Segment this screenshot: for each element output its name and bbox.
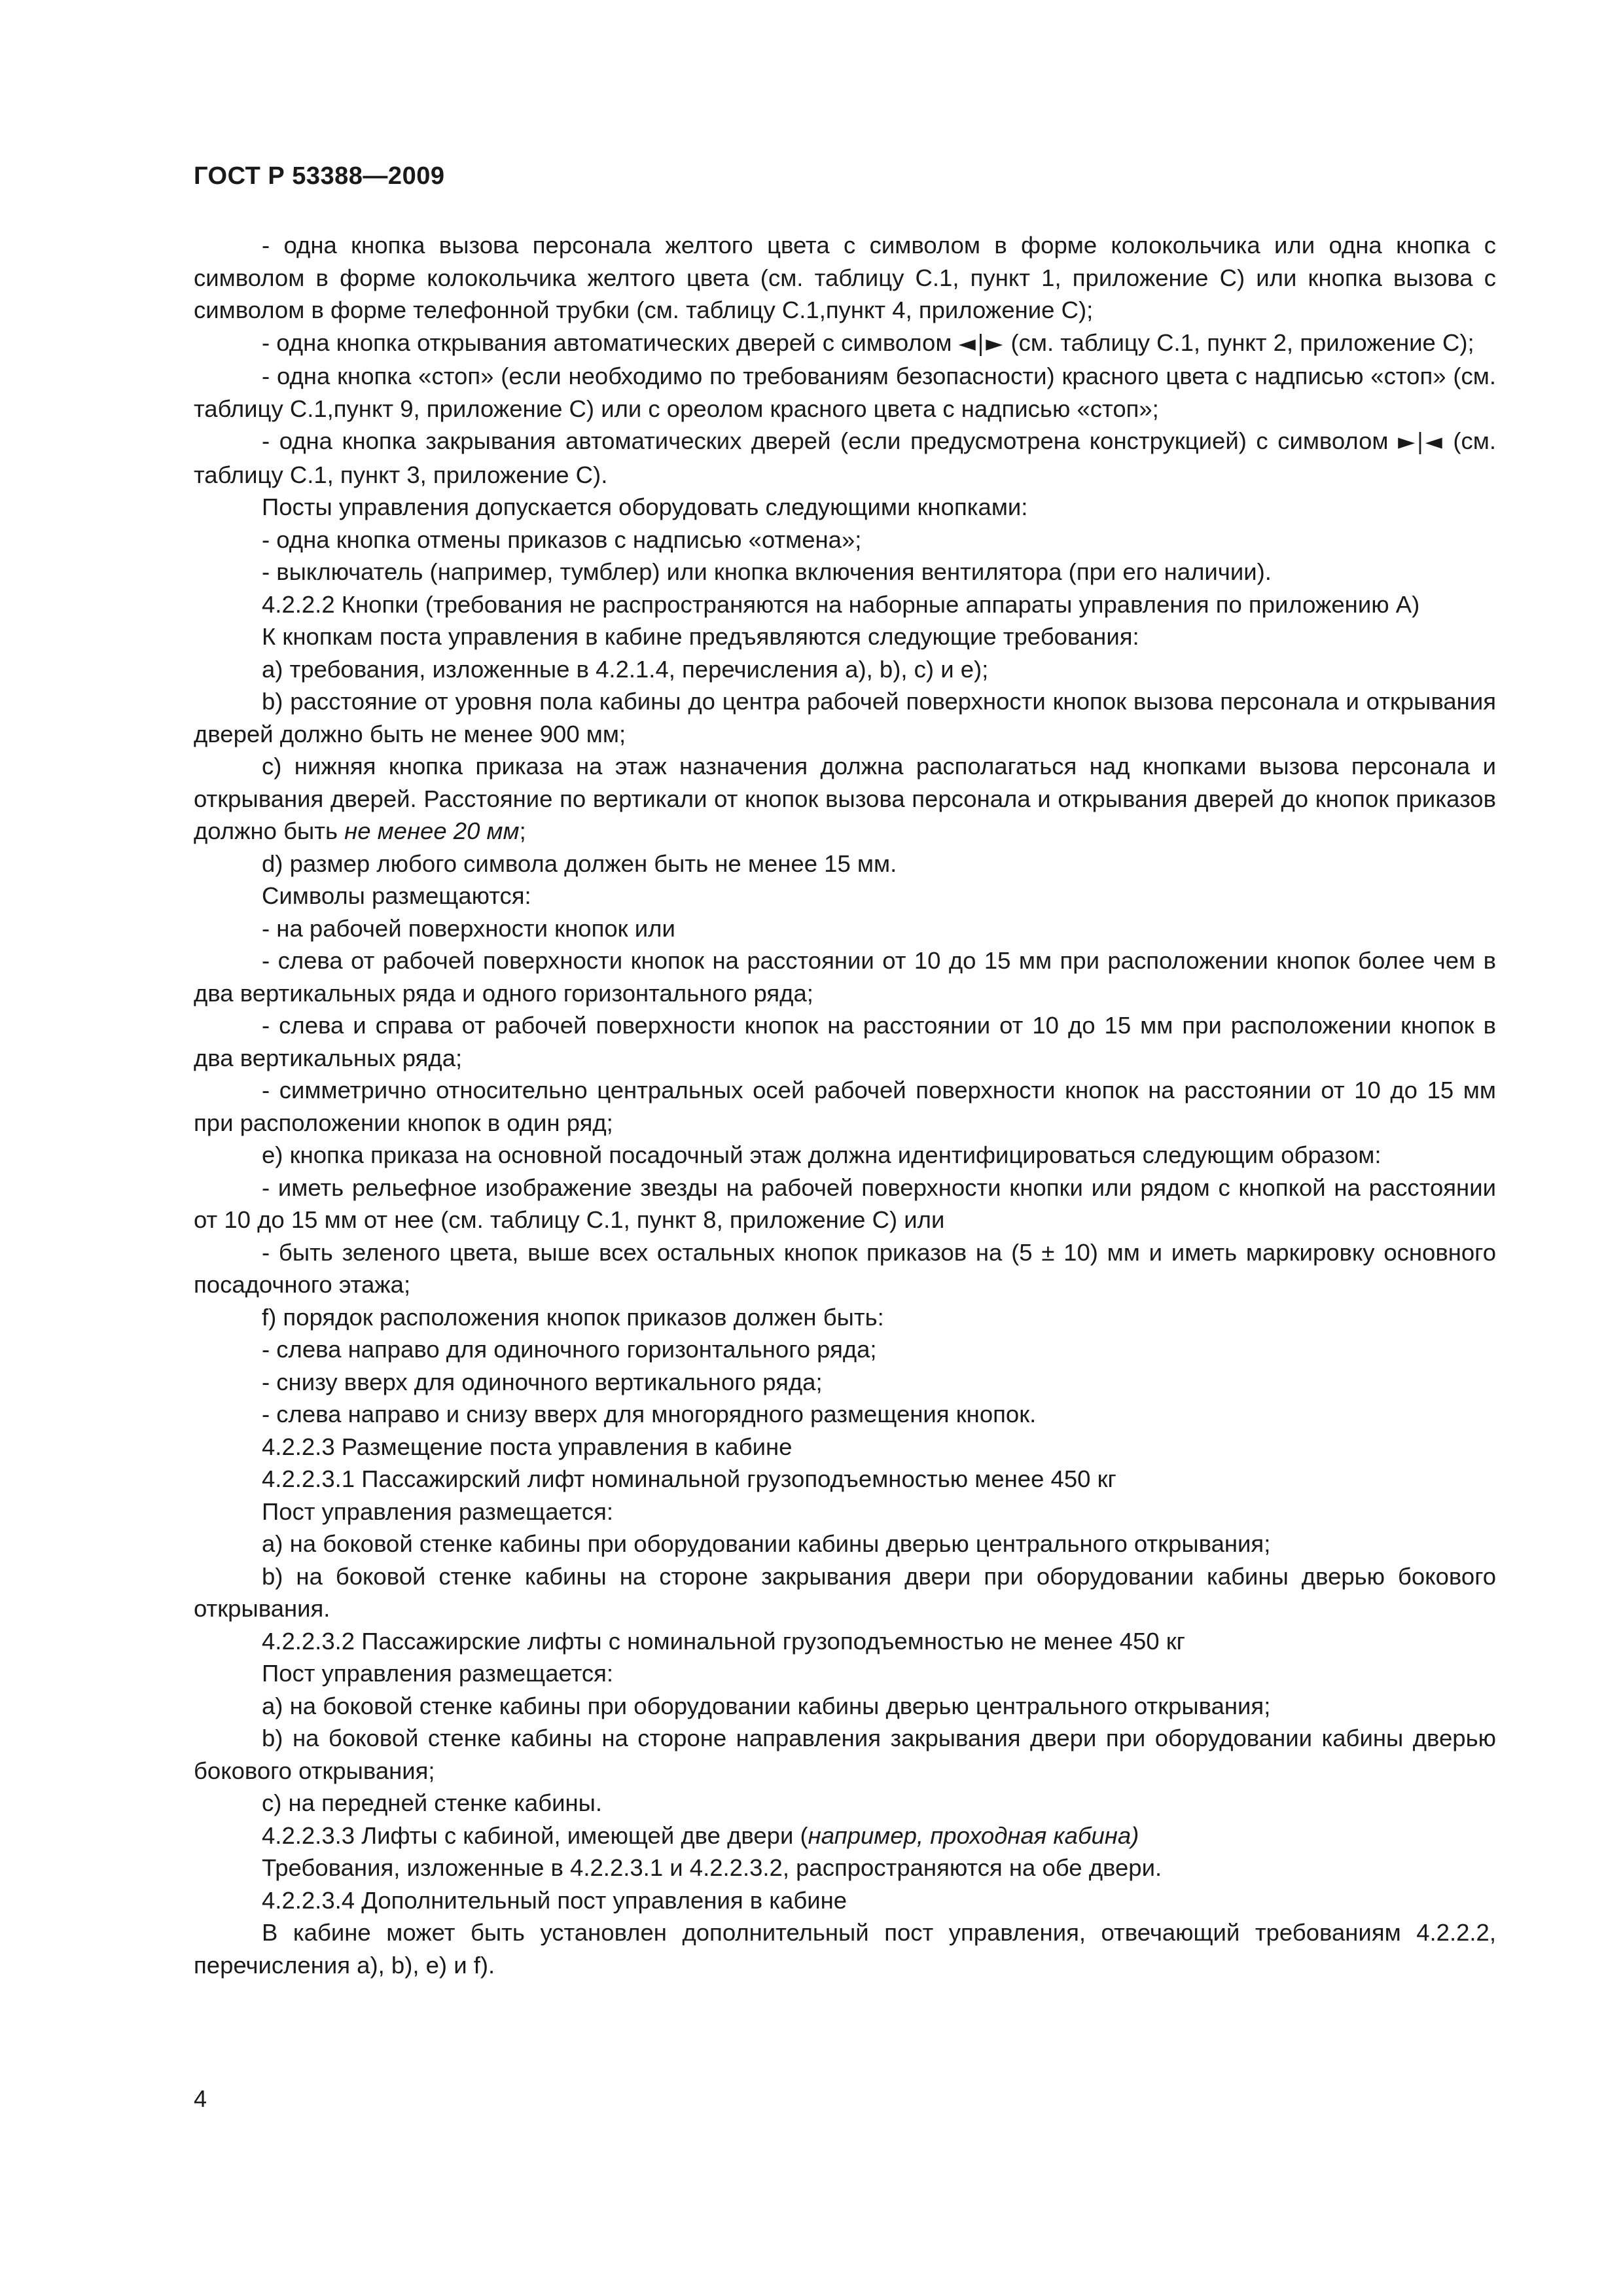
paragraph: К кнопкам поста управления в кабине предъявляются следующие требования: xyxy=(262,623,1139,650)
paragraph-text: 4.2.2.3.3 Лифты с кабиной, имеющей две двери ( xyxy=(262,1821,808,1849)
section-heading: 4.2.2.3.1 Пассажирский лифт номинальной грузоподъемностью менее 450 кг xyxy=(262,1465,1116,1492)
paragraph: - одна кнопка отмены приказов с надписью «отмена»; xyxy=(262,526,862,553)
list-item: f) порядок расположения кнопок приказов должен быть: xyxy=(262,1303,884,1331)
section-heading xyxy=(194,1820,1496,1852)
paragraph xyxy=(194,425,1496,491)
list-item: b) на боковой стенке кабины на стороне направления закрывания двери при оборудовании кабины дверью бокового открывания; xyxy=(194,1725,1496,1784)
paragraph: - одна кнопка «стоп» (если необходимо по требованиям безопасности) красного цвета с надписью «стоп» (см. таблицу С.1,пункт 9, приложение С) или с ореолом красного цвета с надписью «стоп»; xyxy=(194,363,1496,422)
paragraph: - одна кнопка вызова персонала желтого цвета с символом в форме колокольчика или одна кнопка с символом в форме колокольчика желтого цвета (см. таблицу С.1, пункт 1, приложение С) или кнопка вызова с символом в форме телефонной трубки (см. таблицу С.1,пункт 4, приложение С); xyxy=(194,232,1496,323)
paragraph: Пост управления размещается: xyxy=(262,1498,614,1525)
document-body xyxy=(194,229,1496,1981)
paragraph: В кабине может быть установлен дополнительный пост управления, отвечающий требованиям 4.2.2.2, перечисления а), b), е) и f). xyxy=(194,1919,1496,1979)
list-item: а) требования, изложенные в 4.2.1.4, перечисления а), b), с) и е); xyxy=(262,655,989,683)
list-item: - слева и справа от рабочей поверхности кнопок на расстоянии от 10 до 15 мм при расположении кнопок в два вертикальных ряда; xyxy=(194,1012,1496,1071)
emphasis-text: например, проходная кабина) xyxy=(808,1821,1139,1849)
list-item: - иметь рельефное изображение звезды на рабочей поверхности кнопки или рядом с кнопкой на расстоянии от 10 до 15 мм от нее (см. таблицу С.1, пункт 8, приложение С) или xyxy=(194,1174,1496,1233)
list-item: е) кнопка приказа на основной посадочный этаж должна идентифицироваться следующим образом: xyxy=(262,1141,1382,1168)
list-item: - быть зеленого цвета, выше всех остальных кнопок приказов на (5 ± 10) мм и иметь маркировку основного посадочного этажа; xyxy=(194,1238,1496,1298)
section-heading: 4.2.2.3.4 Дополнительный пост управления в кабине xyxy=(262,1886,847,1914)
list-item: - слева направо для одиночного горизонтального ряда; xyxy=(262,1336,877,1363)
section-heading: 4.2.2.2 Кнопки (требования не распространяются на наборные аппараты управления по приложению А) xyxy=(262,590,1420,618)
list-item: - слева направо и снизу вверх для многорядного размещения кнопок. xyxy=(262,1401,1037,1427)
paragraph xyxy=(194,327,1496,361)
paragraph-text: - одна кнопка открывания автоматических дверей с символом xyxy=(262,329,959,356)
list-item: с) на передней стенке кабины. xyxy=(262,1789,603,1816)
list-item: - слева от рабочей поверхности кнопок на расстоянии от 10 до 15 мм при расположении кнопок более чем в два вертикальных ряда и одного горизонтального ряда; xyxy=(194,947,1496,1007)
paragraph: - выключатель (например, тумблер) или кнопка включения вентилятора (при его наличии). xyxy=(262,558,1272,585)
open-doors-symbol-icon: ◄|► xyxy=(958,330,1005,357)
emphasis-text: не менее 20 мм xyxy=(344,817,520,844)
paragraph: Символы размещаются: xyxy=(262,882,531,909)
paragraph: Требования, изложенные в 4.2.2.3.1 и 4.2.2.3.2, распространяются на обе двери. xyxy=(262,1854,1162,1881)
section-heading: 4.2.2.3.2 Пассажирские лифты с номинальной грузоподъемностью не менее 450 кг xyxy=(262,1627,1185,1655)
document-header: ГОСТ Р 53388—2009 xyxy=(194,162,445,190)
list-item: а) на боковой стенке кабины при оборудовании кабины дверью центрального открывания; xyxy=(262,1692,1271,1719)
section-heading: 4.2.2.3 Размещение поста управления в кабине xyxy=(262,1433,793,1460)
paragraph-text: с) нижняя кнопка приказа на этаж назначения должна располагаться над кнопками вызова персонала и открывания дверей. Расстояние по вертикали от кнопок вызова персонала и открывания дверей до кнопок приказов должно быть xyxy=(194,753,1496,844)
list-item: - снизу вверх для одиночного вертикального ряда; xyxy=(262,1368,823,1395)
list-item: а) на боковой стенке кабины при оборудовании кабины дверью центрального открывания; xyxy=(262,1530,1271,1557)
paragraph-text: (см. таблицу С.1, пункт 3, приложение С). xyxy=(194,427,1496,488)
list-item: b) расстояние от уровня пола кабины до центра рабочей поверхности кнопок вызова персонала и открывания дверей должно быть не менее 900 мм; xyxy=(194,688,1496,747)
list-item: - на рабочей поверхности кнопок или xyxy=(262,914,675,942)
paragraph: Посты управления допускается оборудовать следующими кнопками: xyxy=(262,493,1028,520)
paragraph: Пост управления размещается: xyxy=(262,1660,614,1687)
page-number: 4 xyxy=(194,2085,207,2112)
paragraph-text: ; xyxy=(519,817,526,844)
close-doors-symbol-icon: ►|◄ xyxy=(1398,429,1444,455)
paragraph-text: - одна кнопка закрывания автоматических дверей (если предусмотрена конструкцией) с символом xyxy=(262,427,1399,454)
list-item: - симметрично относительно центральных осей рабочей поверхности кнопок на расстоянии от 10 до 15 мм при расположении кнопок в один ряд; xyxy=(194,1077,1496,1136)
list-item xyxy=(194,750,1496,848)
paragraph-text: (см. таблицу С.1, пункт 2, приложение С); xyxy=(1004,329,1474,356)
list-item: b) на боковой стенке кабины на стороне закрывания двери при оборудовании кабины дверью бокового открывания. xyxy=(194,1562,1496,1622)
list-item: d) размер любого символа должен быть не менее 15 мм. xyxy=(262,850,897,877)
